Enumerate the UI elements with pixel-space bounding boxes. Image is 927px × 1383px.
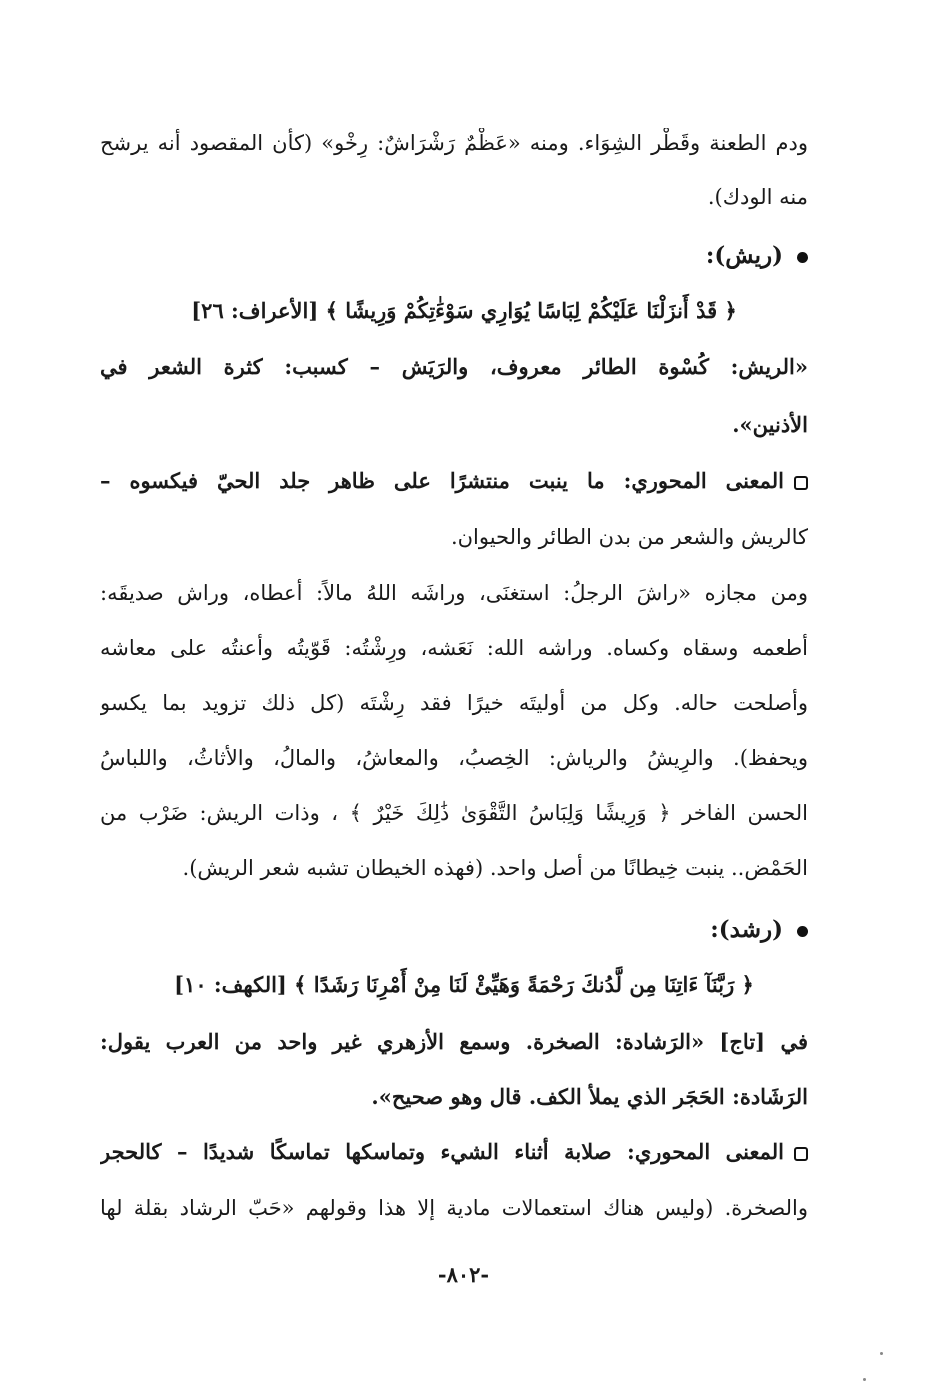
rish-core-meaning-text: المعنى المحوري: ما ينبت منتشرًا على ظاهر جلد الحيّ فيكسوه – [100, 468, 784, 493]
rish-core-meaning-line-1 [100, 466, 808, 496]
rish-figurative-line-5: الحسن الفاخر ﴿ وَرِيشًا وَلِبَاسُ التَّقْوَىٰ ذَٰلِكَ خَيْرٌ ﴾ ، وذات الريش: ضَرْب من [100, 801, 808, 825]
rish-figurative-line-6: الحَمْض.. ينبت خِيطانًا من أصل واحد. (فهذه الخيطان تشبه شعر الريش). [182, 856, 808, 880]
paragraph-1-line-1: ودم الطعنة وقَطْر الشِوَاء. ومنه «عَظْمٌ رَشْرَاشٌ: رِخْو» (كأن المقصود أنه يرشح [100, 131, 808, 155]
rish-figurative-line-1: ومن مجازه «راشَ الرجلُ: استغنَى، وراشَه اللهُ مالاً: أعطاه، وراش صديقَه: [100, 581, 808, 605]
rish-figurative-line-3: وأصلحت حاله. وكل من أوليتَه خيرًا فقد رِشْتَه (كل ذلك تزويد بما يكسو [100, 691, 808, 715]
checkbox-square-icon [794, 1147, 808, 1161]
rushd-taj-line-1: في [تاج] «الرَشادة: الصخرة. وسمع الأزهري غير واحد من العرب يقول: [100, 1029, 808, 1054]
section-heading-rushd [710, 914, 808, 946]
section-heading-rish [706, 240, 808, 272]
rushd-taj-line-2: الرَشَادة: الحَجَر الذي يملأ الكف. قال وهو صحيح». [371, 1084, 808, 1109]
rushd-core-meaning-line-2: والصخرة. (وليس هناك استعمالات مادية إلا هذا وقولهم «حَبّ الرشاد بقلة لها [100, 1196, 808, 1220]
page-number: -٨٠٢- [437, 1262, 490, 1287]
rish-definition-line-2: الأذنين». [732, 412, 808, 437]
scan-speck [863, 1378, 866, 1381]
quran-verse-kahf: ﴿ رَبَّنَآ ءَاتِنَا مِن لَّدُنكَ رَحْمَةً وَهَيِّئْ لَنَا مِنْ أَمْرِنَا رَشَدًا ﴾ [الكهف: ١٠] [174, 972, 754, 997]
heading-rushd-text: (رشد): [710, 916, 783, 943]
rish-core-meaning-line-2: كالريش والشعر من بدن الطائر والحيوان. [450, 525, 808, 549]
rish-figurative-line-2: أطعمه وسقاه وكساه. وراشه الله: نَعَشه، ورِشْتُه: قَوّيتُه وأعنتُه على معاشه [100, 636, 808, 660]
scan-speck [880, 1352, 883, 1355]
rushd-core-meaning-text: المعنى المحوري: صلابة أثناء الشيء وتماسكها تماسكًا شديدًا – كالحجر [100, 1139, 784, 1164]
checkbox-square-icon [794, 476, 808, 490]
rushd-core-meaning-line-1 [100, 1137, 808, 1167]
bullet-icon [797, 926, 808, 937]
quran-verse-araf: ﴿ قَدْ أَنزَلْنَا عَلَيْكُمْ لِبَاسًا يُوَارِي سَوْءَٰتِكُمْ وَرِيشًا ﴾ [الأعراف: ٢٦] [191, 298, 737, 323]
rish-definition-line-1: «الريش: كُسْوة الطائر معروف، والرَيَش – كسبب: كثرة الشعر في [100, 354, 808, 379]
bullet-icon [797, 252, 808, 263]
paragraph-1-line-2: منه الودك). [707, 185, 808, 209]
heading-rish-text: (ريش): [705, 242, 783, 269]
rish-figurative-line-4: ويحفظ). والرِيشُ والرياش: الخِصبُ، والمعاشُ، والمالُ، والأثاثُ، واللباسُ [100, 746, 808, 770]
